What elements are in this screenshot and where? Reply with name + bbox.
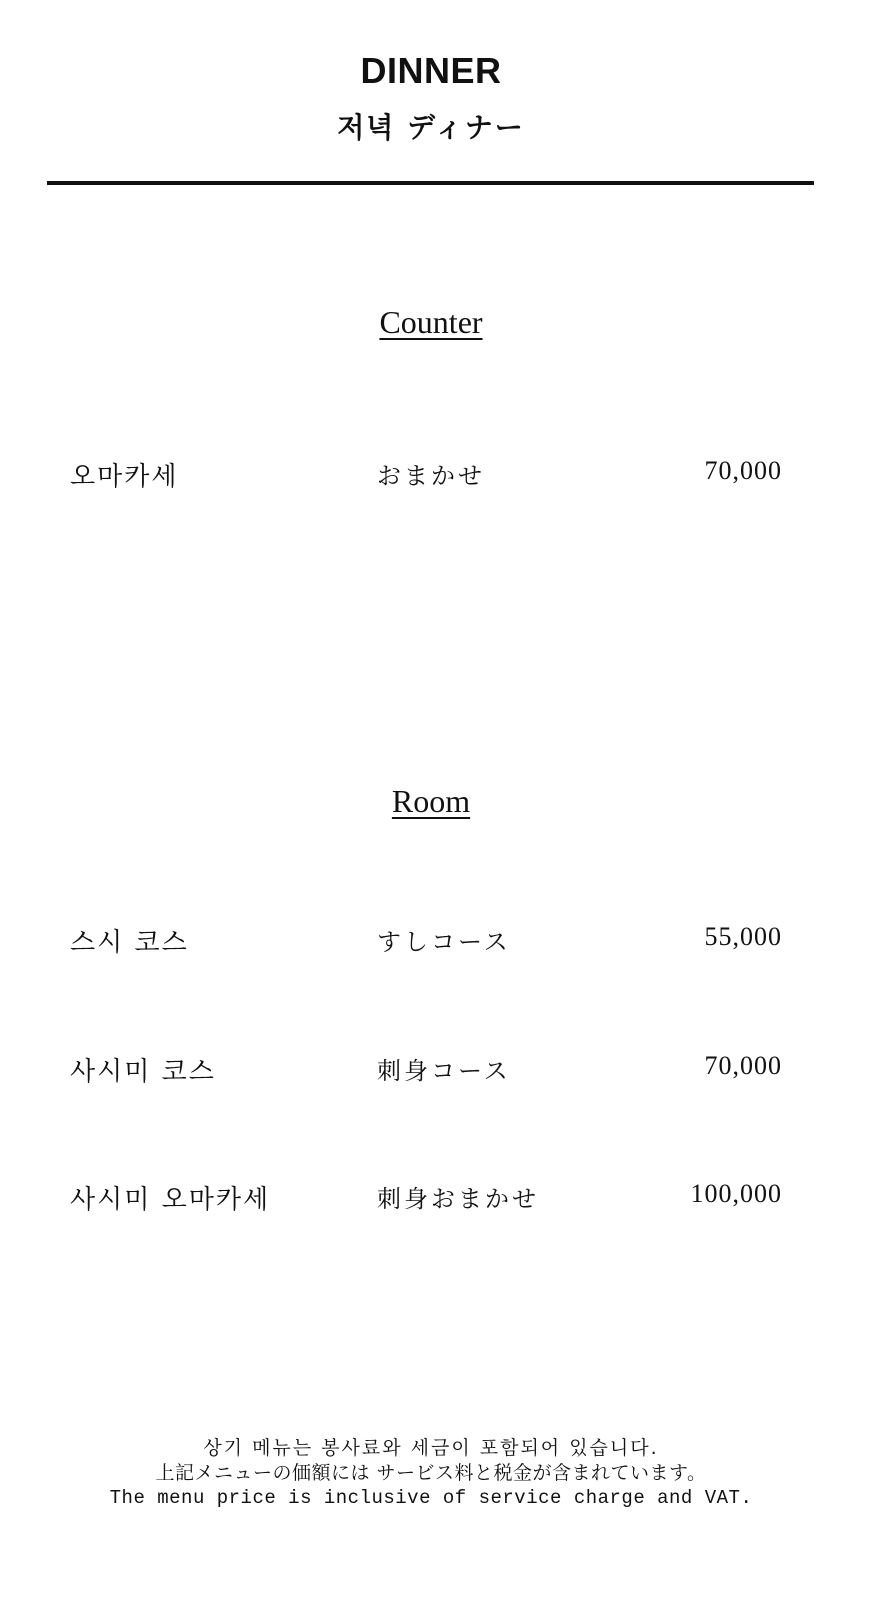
menu-item-room-sashimi-omakase <box>0 1179 892 1223</box>
menu-subtitle: 저녁 ディナー <box>337 111 525 144</box>
price-note-en: The menu price is inclusive of service charge and VAT. <box>109 1487 753 1509</box>
menu-title: DINNER <box>360 50 502 91</box>
section-heading-room: Room <box>391 783 471 819</box>
menu-item-name-ko: 사시미 오마카세 <box>70 1185 271 1215</box>
menu-item-name-ja: 刺身コース <box>377 1057 511 1085</box>
menu-item-name-ko: 오마카세 <box>70 462 179 492</box>
section-heading-counter: Counter <box>379 304 483 340</box>
header-divider <box>47 181 814 185</box>
menu-item-price: 70,000 <box>704 456 782 485</box>
menu-item-name-ko: 사시미 코스 <box>70 1057 216 1087</box>
menu-item-price: 100,000 <box>690 1179 782 1208</box>
menu-item-room-sushi-course <box>0 922 892 966</box>
menu-item-price: 55,000 <box>704 922 782 951</box>
price-note-ja: 上記メニューの価額には サービス料と税金が含まれています。 <box>155 1462 707 1484</box>
menu-item-price: 70,000 <box>704 1051 782 1080</box>
menu-item-counter-omakase <box>0 456 892 500</box>
menu-item-name-ja: 刺身おまかせ <box>377 1185 539 1213</box>
menu-item-room-sashimi-course <box>0 1051 892 1095</box>
menu-item-name-ja: おまかせ <box>377 462 485 490</box>
price-note-ko: 상기 메뉴는 봉사료와 세금이 포함되어 있습니다. <box>203 1437 659 1459</box>
price-note <box>0 1436 862 1511</box>
menu-item-name-ko: 스시 코스 <box>70 928 189 958</box>
menu-item-name-ja: すしコース <box>377 928 511 956</box>
